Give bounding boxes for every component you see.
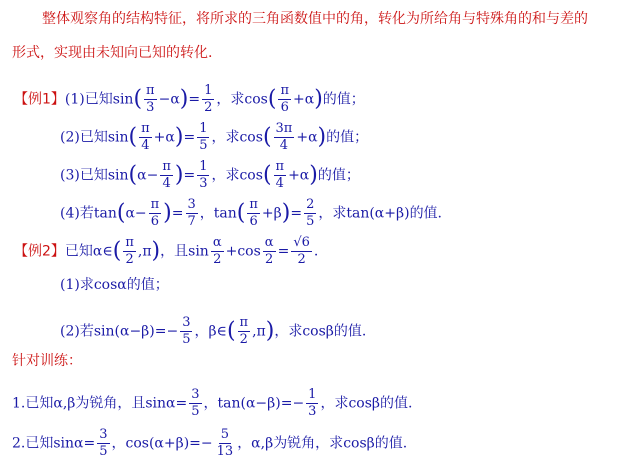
fraction <box>160 160 173 191</box>
expression: tan(α−β)=− <box>217 395 305 412</box>
practice-heading-text: 针对训练： <box>12 353 82 369</box>
function-name: sin <box>188 243 209 260</box>
left-paren: ( <box>267 86 277 112</box>
fraction-numerator: 3π <box>275 121 293 136</box>
example-1-part-4 <box>60 198 442 229</box>
part-index: (2) <box>60 129 80 146</box>
left-paren: ( <box>116 200 126 226</box>
tail-text: 的值. <box>333 323 367 340</box>
variables: α,β <box>53 395 76 412</box>
angle-tail: +α <box>153 129 175 146</box>
known-word: 已知 <box>25 435 54 452</box>
separator: ， <box>203 395 218 412</box>
example-1-part-2 <box>60 122 368 153</box>
fraction-numerator: 1 <box>204 83 213 98</box>
fraction <box>97 428 109 459</box>
fraction-denominator: 2 <box>204 100 213 115</box>
angle-tail: −α <box>158 91 180 108</box>
expression: cos(α+β)=− <box>125 435 213 452</box>
fraction-numerator: 1 <box>199 121 208 136</box>
angle-head: α− <box>125 205 147 222</box>
function-name: sin <box>107 129 129 146</box>
example-2-part-2 <box>60 316 366 347</box>
fraction <box>247 198 260 229</box>
ask-word: ，求 <box>211 129 240 146</box>
fraction-denominator: 6 <box>249 214 258 229</box>
fraction-denominator: 3 <box>146 100 155 115</box>
left-paren: ( <box>236 200 246 226</box>
plus-cos: +cos <box>225 243 261 260</box>
fraction-numerator: 3 <box>191 387 200 402</box>
fraction-denominator: 2 <box>297 252 306 267</box>
example-2-tag: 【例2】 <box>14 243 65 260</box>
fraction-denominator: 4 <box>162 176 171 191</box>
fraction-numerator: π <box>239 315 249 330</box>
expression: sin(α−β)=− <box>93 323 179 340</box>
condition-word: ，且 <box>160 243 189 260</box>
left-paren: ( <box>112 238 122 264</box>
fraction-numerator: 2 <box>306 197 315 212</box>
tail-text: 的值. <box>409 205 443 222</box>
known-word: 已知 <box>84 91 113 108</box>
known-word: 已知 <box>64 243 93 260</box>
description: 为锐角，求 <box>273 435 344 452</box>
intro-text-2: 形式，实现由未知向已知的转化. <box>12 45 213 61</box>
fraction <box>306 388 318 419</box>
left-paren: ( <box>133 86 143 112</box>
fraction-numerator: 1 <box>308 387 317 402</box>
fraction-numerator: π <box>146 83 155 98</box>
fraction <box>144 84 157 115</box>
angle-tail: +α <box>288 167 310 184</box>
fraction <box>197 122 209 153</box>
fraction-numerator: π <box>162 159 171 174</box>
function-name: tan <box>93 205 117 222</box>
fraction-denominator: 3 <box>199 176 208 191</box>
example-1-part-1 <box>14 84 365 115</box>
function-name: sin <box>112 91 134 108</box>
example-2-stem <box>14 236 318 267</box>
fraction-denominator: 5 <box>182 332 191 347</box>
part-index: (3) <box>60 167 80 184</box>
fraction-denominator: 4 <box>141 138 150 153</box>
right-paren: ) <box>179 86 189 112</box>
tail-text: 的值； <box>322 91 365 108</box>
fraction-numerator: α <box>212 235 222 250</box>
fraction <box>211 236 224 267</box>
ask-word: ，求 <box>320 395 349 412</box>
known-word: 若 <box>79 205 94 222</box>
fraction-numerator: π <box>150 197 160 212</box>
fraction-denominator: 5 <box>191 404 200 419</box>
right-paren: ) <box>163 200 172 226</box>
fraction-denominator: 5 <box>99 444 108 459</box>
fraction-numerator: π <box>249 197 258 212</box>
function-name: cos <box>244 91 268 108</box>
fraction-denominator: 4 <box>275 176 284 191</box>
interval-tail: ,π <box>252 323 266 340</box>
fraction-numerator: √6 <box>293 235 310 250</box>
fraction-numerator: π <box>275 159 285 174</box>
right-paren: ) <box>309 162 318 188</box>
left-paren: ( <box>262 124 272 150</box>
fraction-numerator: 3 <box>182 315 191 330</box>
fraction-denominator: 6 <box>150 214 160 229</box>
intro-line-2 <box>12 44 212 62</box>
fraction-numerator: 1 <box>199 159 208 174</box>
fraction-denominator: 4 <box>279 138 289 153</box>
fraction <box>202 84 214 115</box>
function-name: cos <box>239 129 263 146</box>
query-expression: tan(α+β) <box>346 205 410 222</box>
fraction <box>238 316 251 347</box>
fraction <box>291 236 312 267</box>
fraction <box>139 122 152 153</box>
function-name: tan <box>213 205 237 222</box>
intro-line-1 <box>42 10 588 28</box>
left-paren: ( <box>226 318 236 344</box>
separator: ， <box>199 205 214 222</box>
fraction-denominator: 2 <box>213 252 222 267</box>
right-paren: ) <box>174 124 184 150</box>
intro-text-1: 整体观察角的结构特征，将所求的三角函数值中的角，转化为所给角与特殊角的和与差的 <box>42 11 588 27</box>
fraction <box>149 198 162 229</box>
fraction-numerator: π <box>280 83 289 98</box>
fraction-denominator: 2 <box>125 252 134 267</box>
function-name: cos <box>239 167 263 184</box>
fraction <box>274 122 295 153</box>
function-name: sin <box>107 167 129 184</box>
query-expression: cosβ <box>302 323 334 340</box>
tail-text: 的值； <box>326 129 369 146</box>
end-period: . <box>313 243 319 260</box>
fraction <box>304 198 316 229</box>
fraction-denominator: 6 <box>280 100 289 115</box>
ask-word: ，求 <box>216 91 245 108</box>
practice-heading <box>12 352 82 370</box>
fraction-denominator: 2 <box>265 252 274 267</box>
ask-word: ，求 <box>274 323 303 340</box>
fraction-numerator: π <box>125 235 134 250</box>
equals: = <box>290 205 303 222</box>
known-word: 已知 <box>25 395 54 412</box>
tail-text: 的值； <box>126 277 169 293</box>
fraction-denominator: 3 <box>308 404 317 419</box>
expression: sinα= <box>53 435 96 452</box>
separator: ， <box>111 435 126 452</box>
right-paren: ) <box>317 124 327 150</box>
known-word: 若 <box>79 323 94 340</box>
right-paren: ) <box>174 162 184 188</box>
right-paren: ) <box>151 238 161 264</box>
query-expression: cosβ <box>343 435 375 452</box>
fraction-denominator: 5 <box>199 138 208 153</box>
fraction-denominator: 13 <box>216 444 234 459</box>
left-paren: ( <box>128 162 138 188</box>
part-index: (1) <box>60 277 80 293</box>
query-expression: cosα <box>93 277 127 293</box>
variables: ，α,β <box>237 435 274 452</box>
angle-tail: +β <box>261 205 282 222</box>
fraction-numerator: 3 <box>187 197 196 212</box>
fraction <box>186 198 198 229</box>
fraction-numerator: 3 <box>99 427 108 442</box>
question-index: 2. <box>12 435 26 452</box>
right-paren: ) <box>265 318 275 344</box>
part-index: (1) <box>64 91 85 108</box>
variable-membership: α∈ <box>92 243 113 260</box>
equals: = <box>277 243 290 260</box>
fraction <box>278 84 291 115</box>
expression: sinα= <box>145 395 188 412</box>
tail-text: 的值； <box>317 167 360 184</box>
question-index: 1. <box>12 395 26 412</box>
separator: ，β∈ <box>194 323 227 340</box>
fraction-numerator: α <box>264 235 274 250</box>
right-paren: ) <box>314 86 323 112</box>
part-index: (4) <box>60 205 80 222</box>
fraction-numerator: 5 <box>220 427 230 442</box>
angle-tail: +α <box>296 129 318 146</box>
practice-question-2 <box>12 428 407 459</box>
left-paren: ( <box>262 162 272 188</box>
example-2-part-1 <box>60 276 169 294</box>
example-1-part-3 <box>60 160 360 191</box>
left-paren: ( <box>128 124 138 150</box>
fraction <box>189 388 201 419</box>
fraction <box>215 428 236 459</box>
ask-word: ，求 <box>211 167 240 184</box>
equals: = <box>171 205 184 222</box>
known-word: 已知 <box>79 167 108 184</box>
fraction-denominator: 5 <box>306 214 315 229</box>
fraction <box>123 236 136 267</box>
description: 为锐角，且 <box>75 395 146 412</box>
fraction-denominator: 7 <box>187 214 196 229</box>
fraction-numerator: π <box>141 121 150 136</box>
fraction <box>180 316 192 347</box>
equals: = <box>188 91 201 108</box>
example-1-tag: 【例1】 <box>14 91 65 108</box>
fraction <box>274 160 287 191</box>
practice-question-1 <box>12 388 412 419</box>
ask-word: 求 <box>79 277 94 293</box>
equals: = <box>183 167 196 184</box>
tail-text: 的值. <box>380 395 413 412</box>
query-expression: cosβ <box>348 395 381 412</box>
right-paren: ) <box>281 200 291 226</box>
part-index: (2) <box>60 323 80 340</box>
fraction <box>197 160 209 191</box>
fraction-denominator: 2 <box>239 332 248 347</box>
ask-word: ，求 <box>318 205 347 222</box>
angle-tail: +α <box>293 91 315 108</box>
equals: = <box>183 129 196 146</box>
fraction <box>263 236 276 267</box>
tail-text: 的值. <box>374 435 408 452</box>
interval-tail: ,π <box>137 243 152 260</box>
angle-head: α− <box>137 167 159 184</box>
known-word: 已知 <box>79 129 108 146</box>
